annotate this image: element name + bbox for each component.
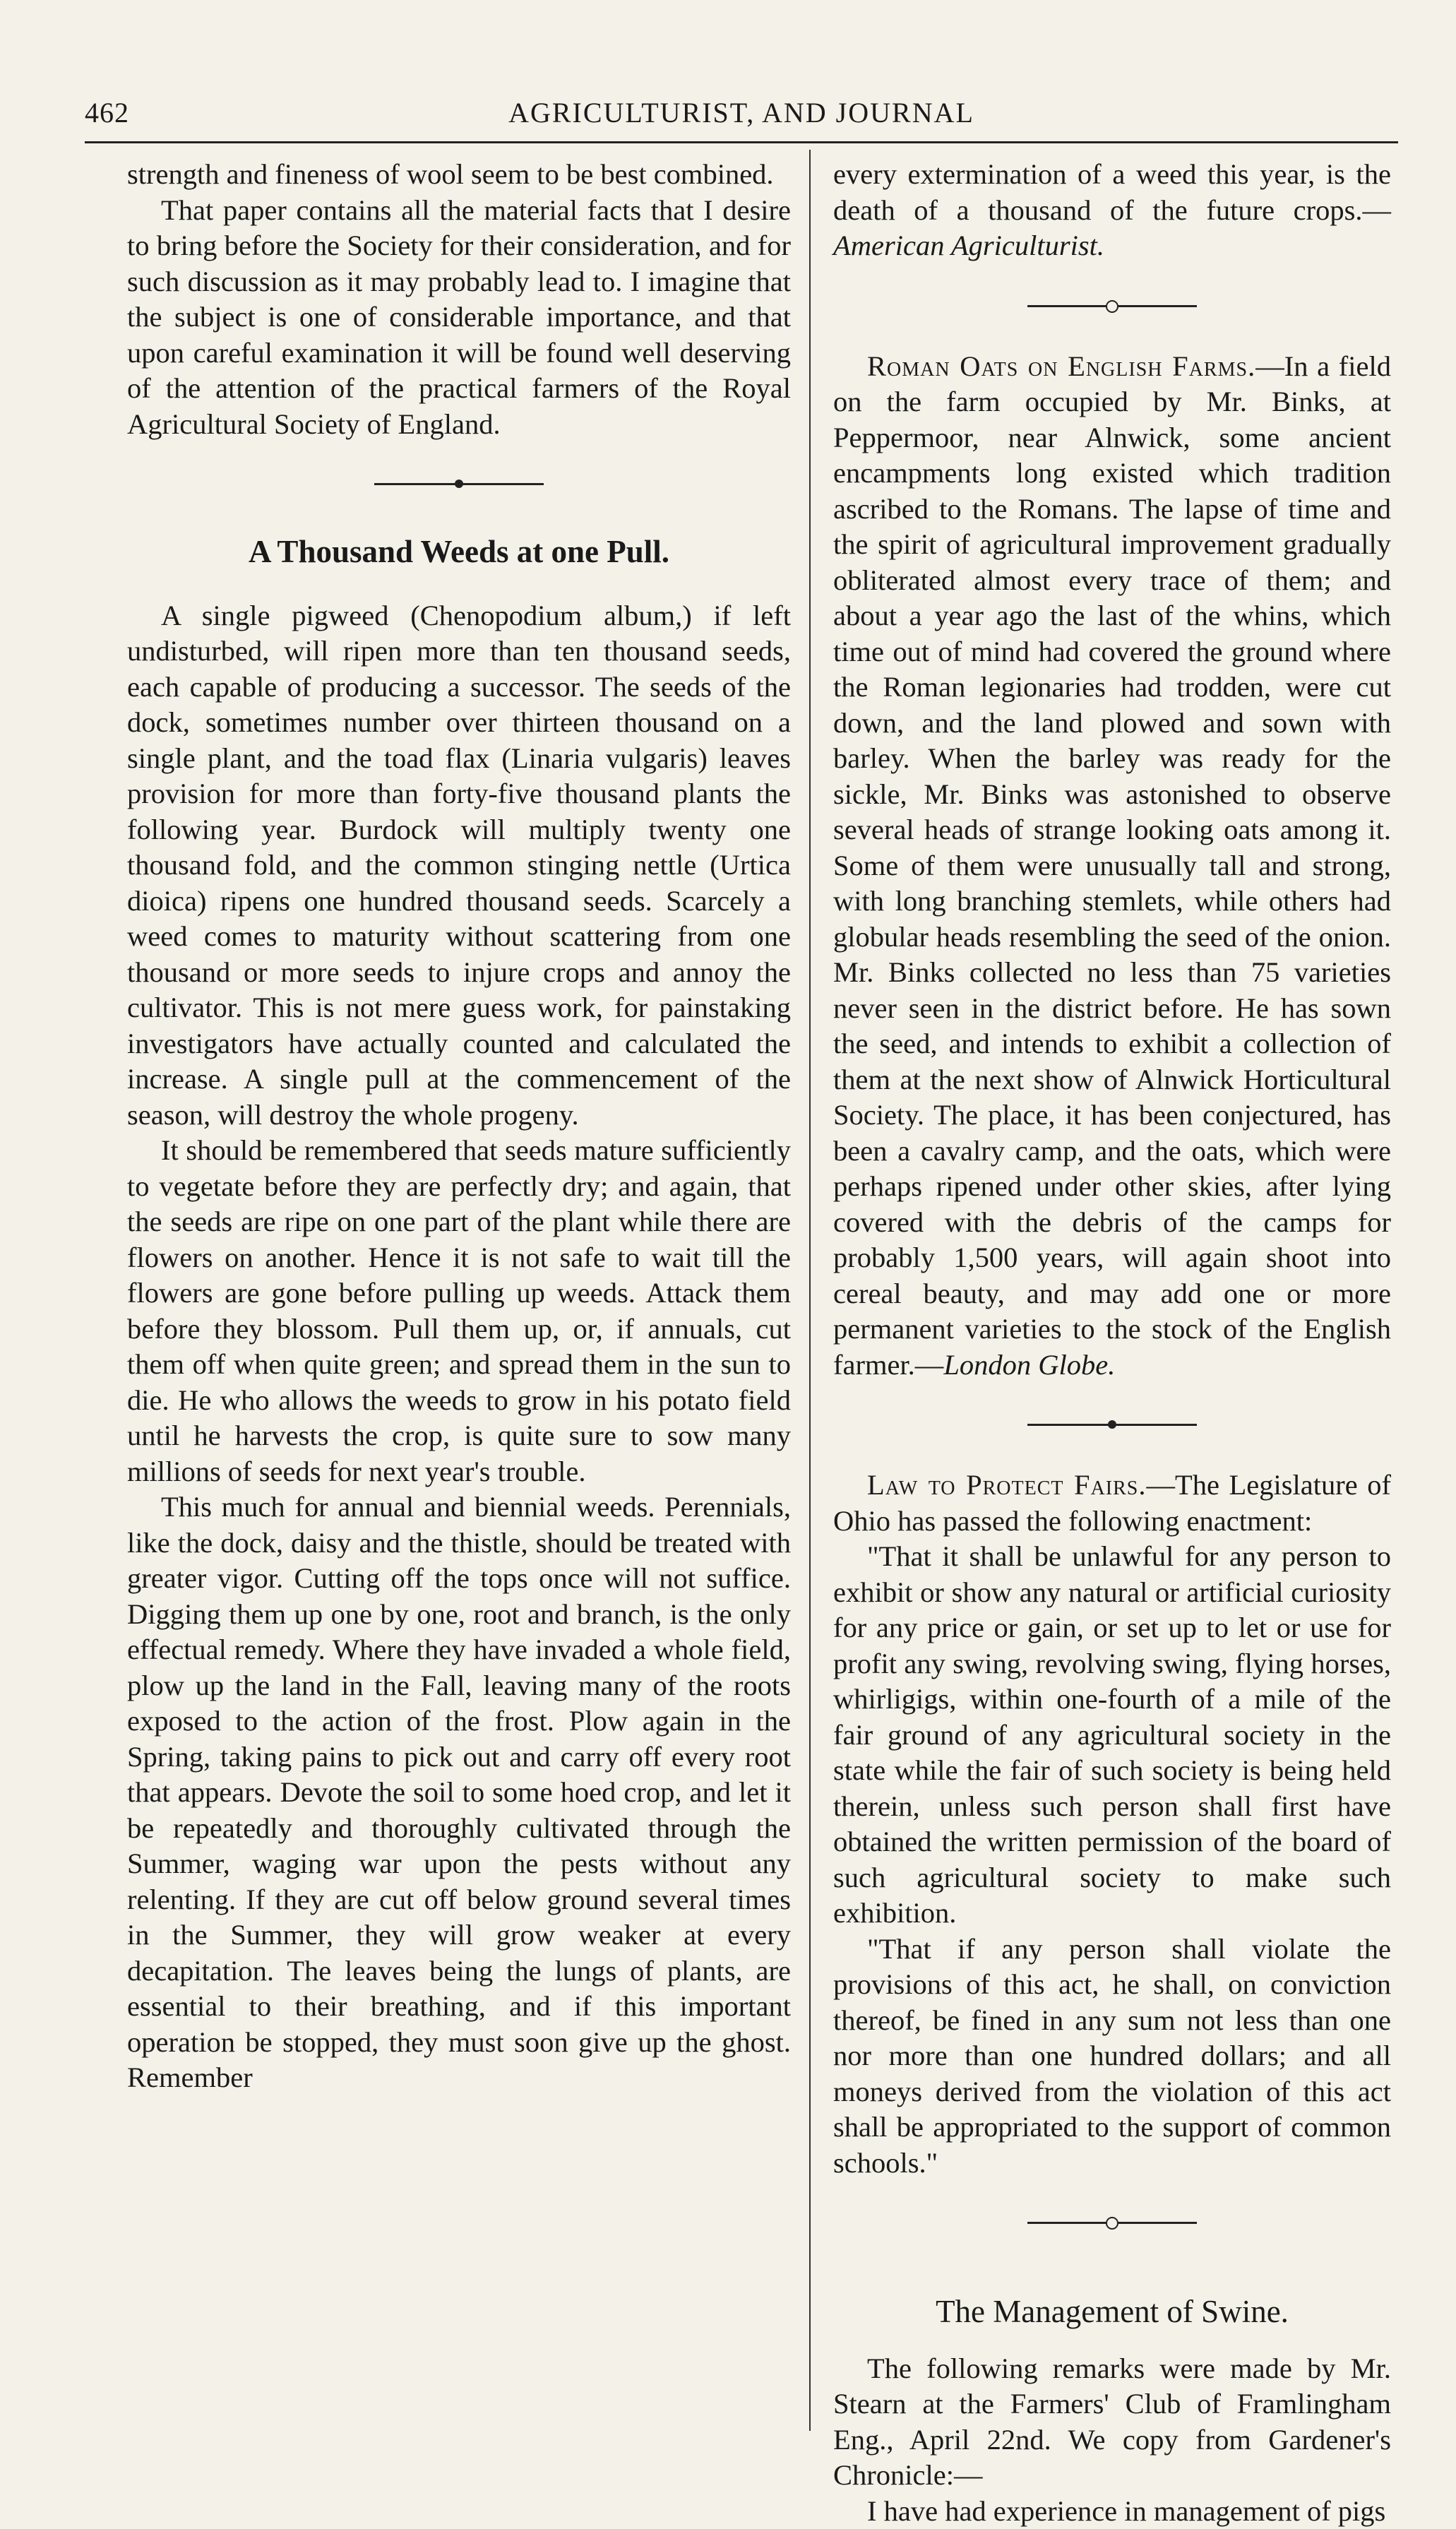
roman-oats-lead: Roman Oats on English Farms.: [867, 350, 1255, 382]
fairs-quote-1: "That it shall be unlawful for any person to exhibit or show any natural or artificial curiosity for any price or gain, or set up to let or use for profit any swing, revolving swing, flying horses, whirligigs, within one-fourth of a mile of the fair ground of any agricultural society in the state while the fair of such society is being held therein, unless such person shall first have obtained the written permission of the board of such agricultural society to make such exhibition.: [833, 1539, 1391, 1932]
page-number: 462: [85, 96, 129, 129]
page-header: [85, 83, 1398, 140]
weeds-paragraph-2: It should be remembered that seeds mature sufficiently to vegetate before they are perfectly dry; and again, that the seeds are ripe on one part of the plant while there are flowers on another. Hence it is not safe to wait till the flowers are gone before pulling up weeds. Attack them before they blossom. Pull them up, or, if annuals, cut them off when quite green; and spread them in the sun to die. He who allows the weeds to grow in his potato field until he harvests the crop, is quite sure to sow many millions of seeds for next year's trouble.: [127, 1133, 791, 1489]
left-column: [127, 157, 791, 2096]
section-divider: [833, 264, 1391, 349]
weeds-paragraph-end: every extermination of a weed this year, is the death of a thousand of the future crops.—American Agriculturist.: [833, 157, 1391, 264]
swine-article-title: The Management of Swine.: [833, 2294, 1391, 2330]
right-column: [833, 157, 1391, 2529]
wool-paragraph: That paper contains all the material facts that I desire to bring before the Society for their consideration, and for such discussion as it may probably lead to. I imagine that the subject is one of considerable importance, and that upon careful examination it will be found well deserving of the attention of the practical farmers of the Royal Agricultural Society of England.: [127, 193, 791, 443]
section-divider: [127, 442, 791, 527]
fairs-paragraph: Law to Protect Fairs.—The Legislature of Ohio has passed the following enactment:: [833, 1468, 1391, 1539]
section-divider: [833, 1383, 1391, 1468]
swine-paragraph-2: I have had experience in management of pigs: [833, 2494, 1391, 2529]
weeds-source: American Agriculturist.: [833, 230, 1104, 261]
weeds-paragraph-3: This much for annual and biennial weeds. Perennials, like the dock, daisy and the thistle, should be treated with greater vigor. Cutting off the tops once will not suffice. Digging them up one by one, root and branch, is the only effectual remedy. Where they have invaded a whole field, plow up the land in the Fall, leaving many of the roots exposed to the action of the frost. Plow again in the Spring, taking pains to pick out and carry off every root that appears. Devote the soil to some hoed crop, and let it be repeatedly and thoroughly cultivated through the Summer, waging war upon the pests without any relenting. If they are cut off below ground several times in the Summer, they will grow weaker at every decapitation. The leaves being the lungs of plants, are essential to their breathing, and if this important operation be stopped, they must soon give up the ghost. Remember: [127, 1489, 791, 2096]
roman-oats-paragraph: Roman Oats on English Farms.—In a field on the farm occupied by Mr. Binks, at Peppermoor, near Alnwick, some ancient encampments long existed which tradition ascribed to the Romans. The lapse of time and the spirit of agricultural improvement gradually obliterated almost every trace of them; and about a year ago the last of the whins, which time out of mind had covered the ground where the Roman legionaries had trodden, were cut down, and the land plowed and sown with barley. When the barley was ready for the sickle, Mr. Binks was astonished to observe several heads of strange looking oats among it. Some of them were unusually tall and strong, with long branching stemlets, while others had globular heads resembling the seed of the onion. Mr. Binks collected no less than 75 varieties never seen in the district before. He has sown the seed, and intends to exhibit a collection of them at the next show of Alnwick Horticultural Society. The place, it has been conjectured, has been a cavalry camp, and the oats, which were perhaps ripened under other skies, after lying covered with the debris of the camps for probably 1,500 years, will again shoot into cereal beauty, and may add one or more permanent varieties to the stock of the English farmer.—London Globe.: [833, 349, 1391, 1383]
fairs-quote-2: "That if any person shall violate the provisions of this act, he shall, on conviction thereof, be fined in any sum not less than one nor more than one hundred dollars; and all moneys derived from the violation of this act shall be appropriated to the support of common schools.": [833, 1932, 1391, 2182]
wool-paragraph-end: strength and fineness of wool seem to be best combined.: [127, 157, 791, 193]
weeds-article-title: A Thousand Weeds at one Pull.: [127, 534, 791, 570]
column-rule: [809, 150, 811, 2431]
header-rule: [85, 141, 1398, 143]
running-head: AGRICULTURIST, AND JOURNAL: [85, 96, 1398, 129]
section-divider: [833, 2181, 1391, 2266]
weeds-paragraph-1: A single pigweed (Chenopodium album,) if left undisturbed, will ripen more than ten thousand seeds, each capable of producing a successor. The seeds of the dock, sometimes number over thirteen thousand on a single plant, and the toad flax (Linaria vulgaris) leaves provision for more than forty-five thousand plants the following year. Burdock will multiply twenty one thousand fold, and the common stinging nettle (Urtica dioica) ripens one hundred thousand seeds. Scarcely a weed comes to maturity without scattering from one thousand or more seeds to injure crops and annoy the cultivator. This is not mere guess work, for painstaking investigators have actually counted and calculated the increase. A single pull at the commencement of the season, will destroy the whole progeny.: [127, 598, 791, 1133]
roman-oats-source: London Globe.: [943, 1349, 1115, 1381]
fairs-lead: Law to Protect Fairs.: [867, 1469, 1147, 1501]
swine-paragraph-1: The following remarks were made by Mr. Stearn at the Farmers' Club of Framlingham Eng., April 22nd. We copy from Gardener's Chronicle:—: [833, 2351, 1391, 2494]
